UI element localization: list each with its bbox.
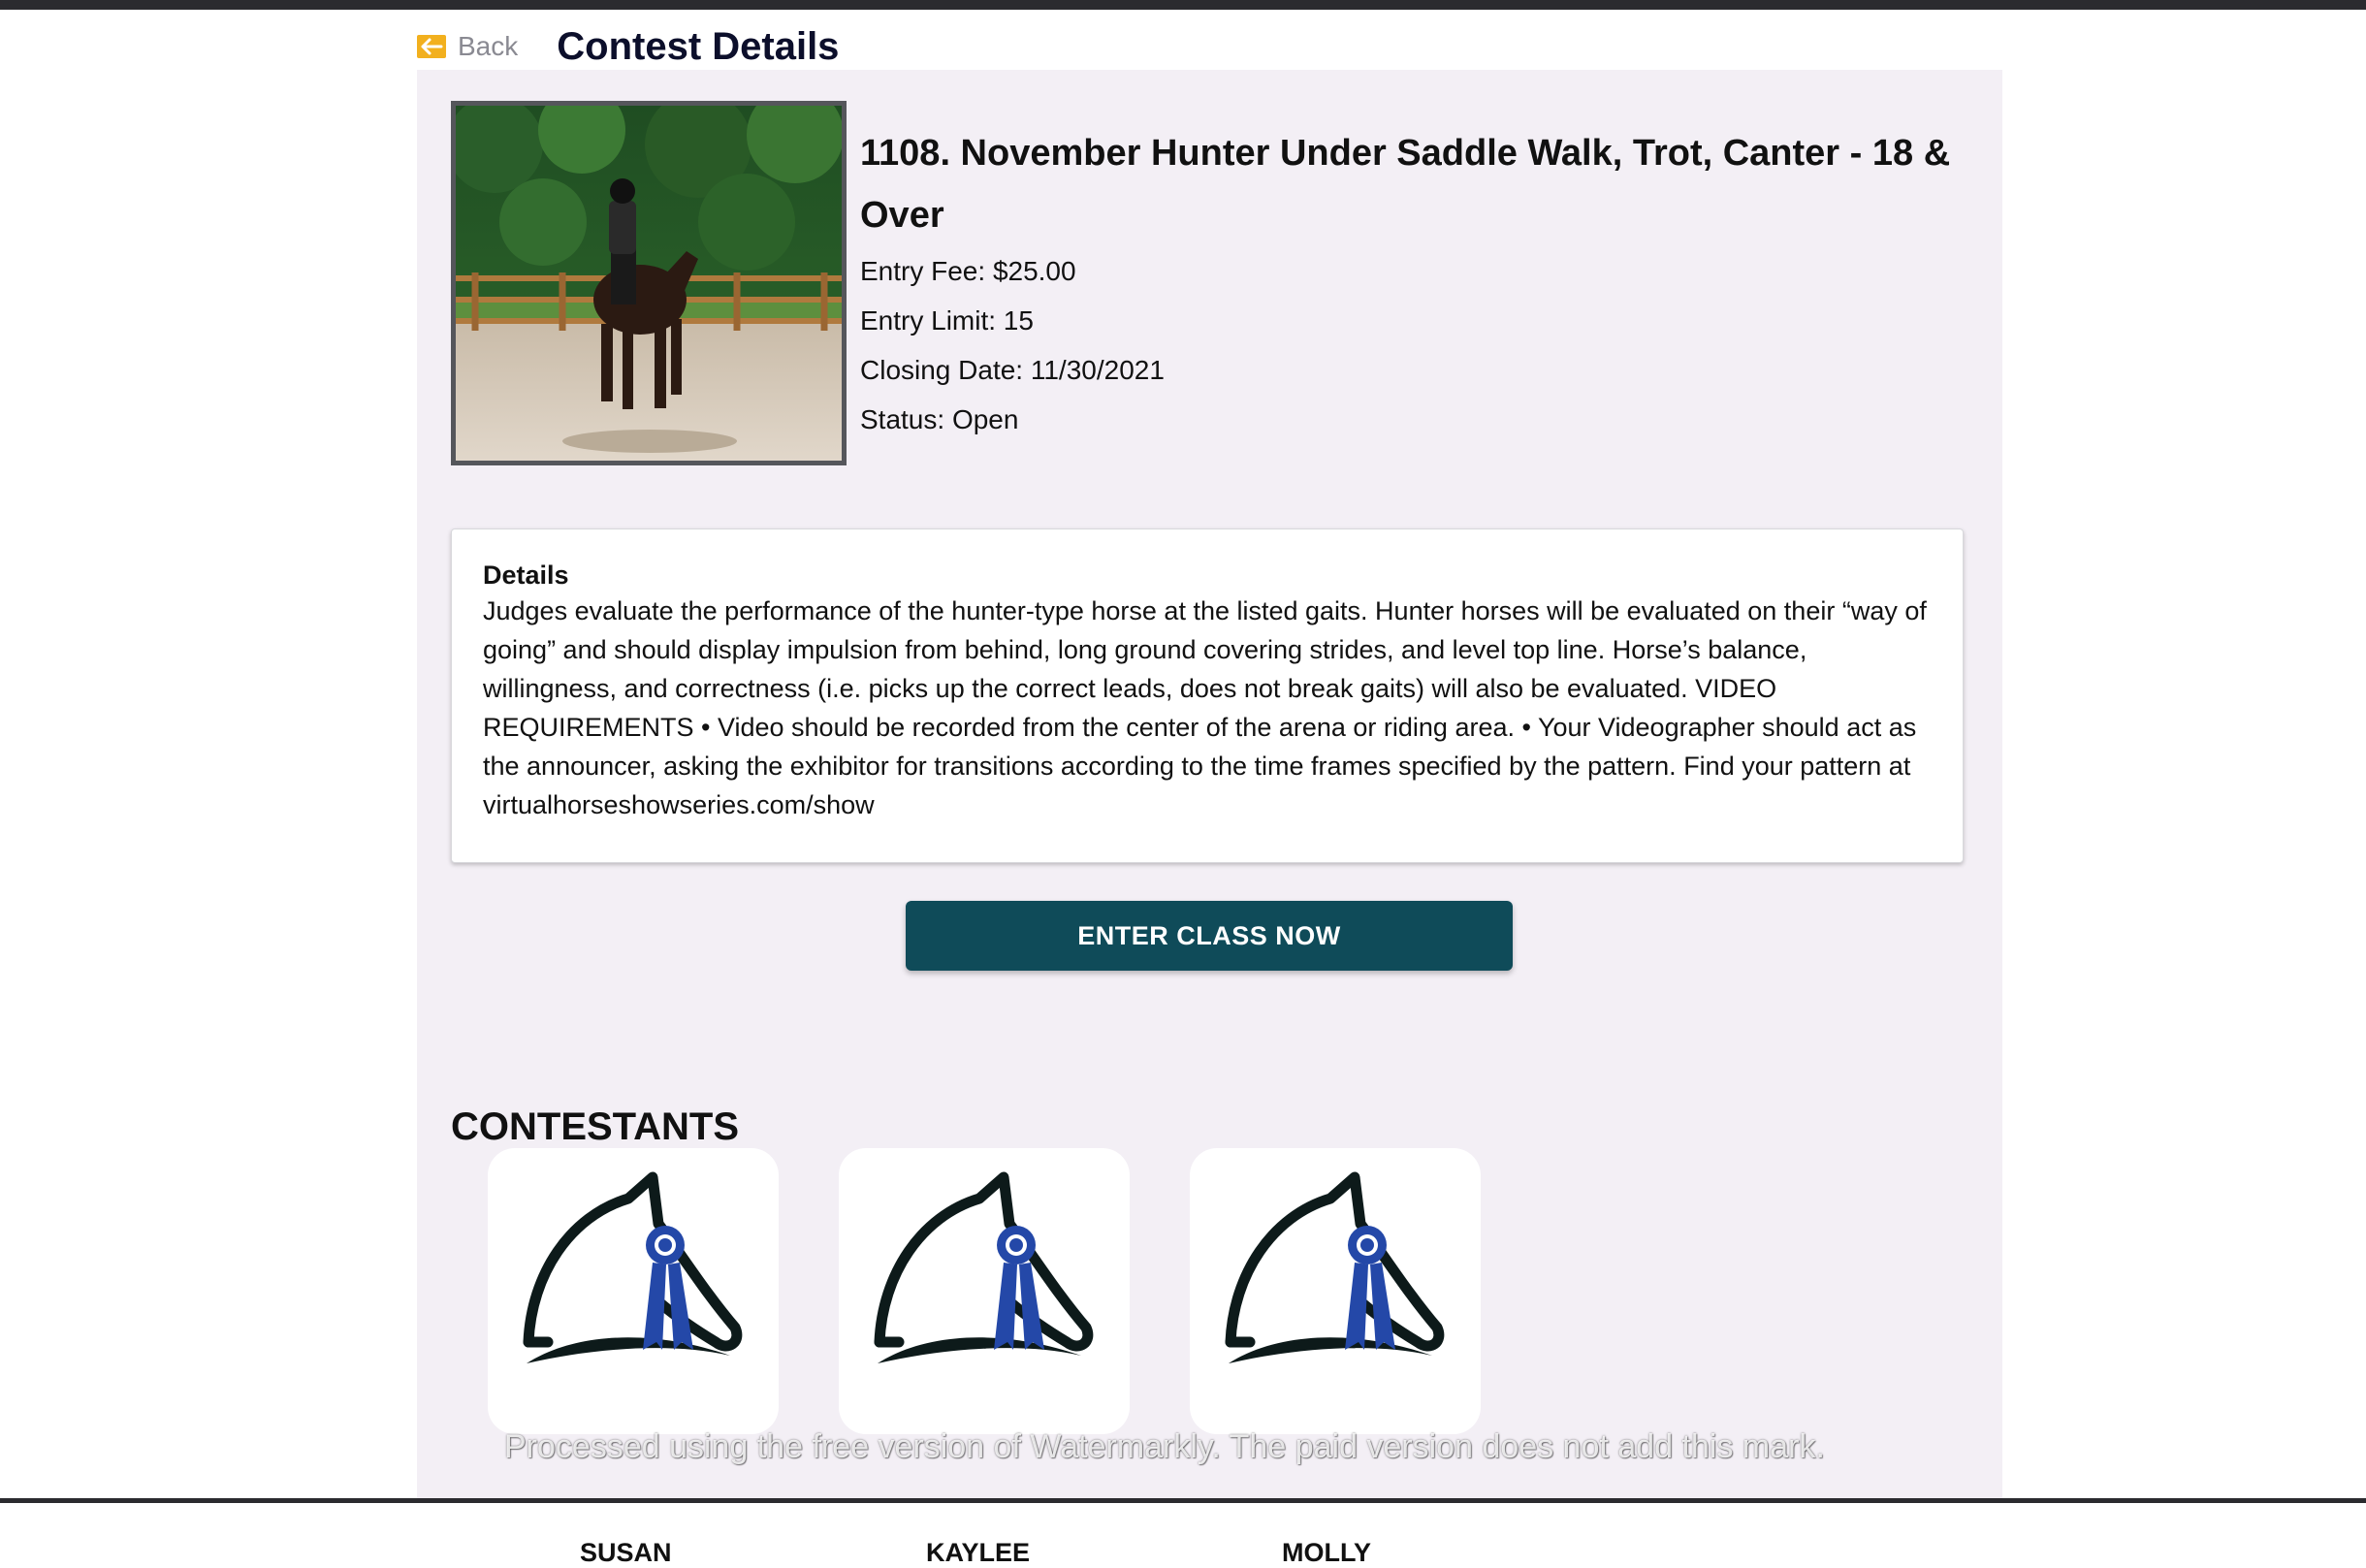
- contestant-avatar: [1190, 1148, 1481, 1434]
- contest-card: [417, 70, 2002, 1567]
- back-label: Back: [458, 31, 519, 61]
- details-panel: [451, 528, 1964, 863]
- contestant-name: MOLLY: [1282, 1538, 1372, 1567]
- contestant-avatar: [839, 1148, 1130, 1434]
- details-text: Judges evaluate the performance of the hunter-type horse at the listed gaits. Hunter horses will be evaluated on their “way of going” and should display impulsion from behind, long ground covering strides, and level top line. Horse’s balance, willingness, and correctness (i.e. picks up the correct leads, does not break gaits) will also be evaluated. VIDEO REQUIREMENTS • Video should be recorded from the center of the arena or riding area. • Your Videographer should act as the announcer, asking the exhibitor for transitions according to the time frames specified by the pattern. Find your pattern at virtualhorseshowseries.com/show: [483, 596, 1927, 819]
- page-header: [417, 17, 839, 76]
- entry-limit: Entry Limit: 15: [860, 305, 1034, 336]
- contest-title: 1108. November Hunter Under Saddle Walk, Trot, Canter - 18 & Over: [860, 133, 1951, 236]
- entry-fee: Entry Fee: $25.00: [860, 256, 1076, 286]
- back-link[interactable]: [417, 31, 518, 62]
- contest-status: Status: Open: [860, 404, 1019, 434]
- closing-date: Closing Date: 11/30/2021: [860, 355, 1165, 385]
- window-bottom-bar: [0, 1498, 2366, 1503]
- window-top-bar: [0, 0, 2366, 10]
- back-arrow-icon: [417, 35, 446, 58]
- contestant-avatar: [488, 1148, 779, 1434]
- contestant-name: SUSAN: [580, 1538, 672, 1567]
- contestant-card[interactable]: [1190, 1148, 1481, 1567]
- contestant-card[interactable]: [839, 1148, 1130, 1567]
- contestant-card[interactable]: [488, 1148, 779, 1567]
- details-heading: Details: [483, 560, 569, 590]
- page-title: Contest Details: [557, 24, 840, 68]
- horse-ribbon-logo-icon: [1190, 1148, 1481, 1434]
- contestants-heading: CONTESTANTS: [451, 1105, 740, 1148]
- horse-ribbon-logo-icon: [839, 1148, 1130, 1434]
- contest-info: [860, 122, 1956, 444]
- horse-ribbon-logo-icon: [488, 1148, 779, 1434]
- contestant-name: KAYLEE: [926, 1538, 1031, 1567]
- enter-class-button[interactable]: ENTER CLASS NOW: [906, 901, 1513, 971]
- watermark-overlay: Processed using the free version of Watermarkly. The paid version does not add this mark.: [504, 1428, 1825, 1465]
- contest-photo: [451, 101, 847, 465]
